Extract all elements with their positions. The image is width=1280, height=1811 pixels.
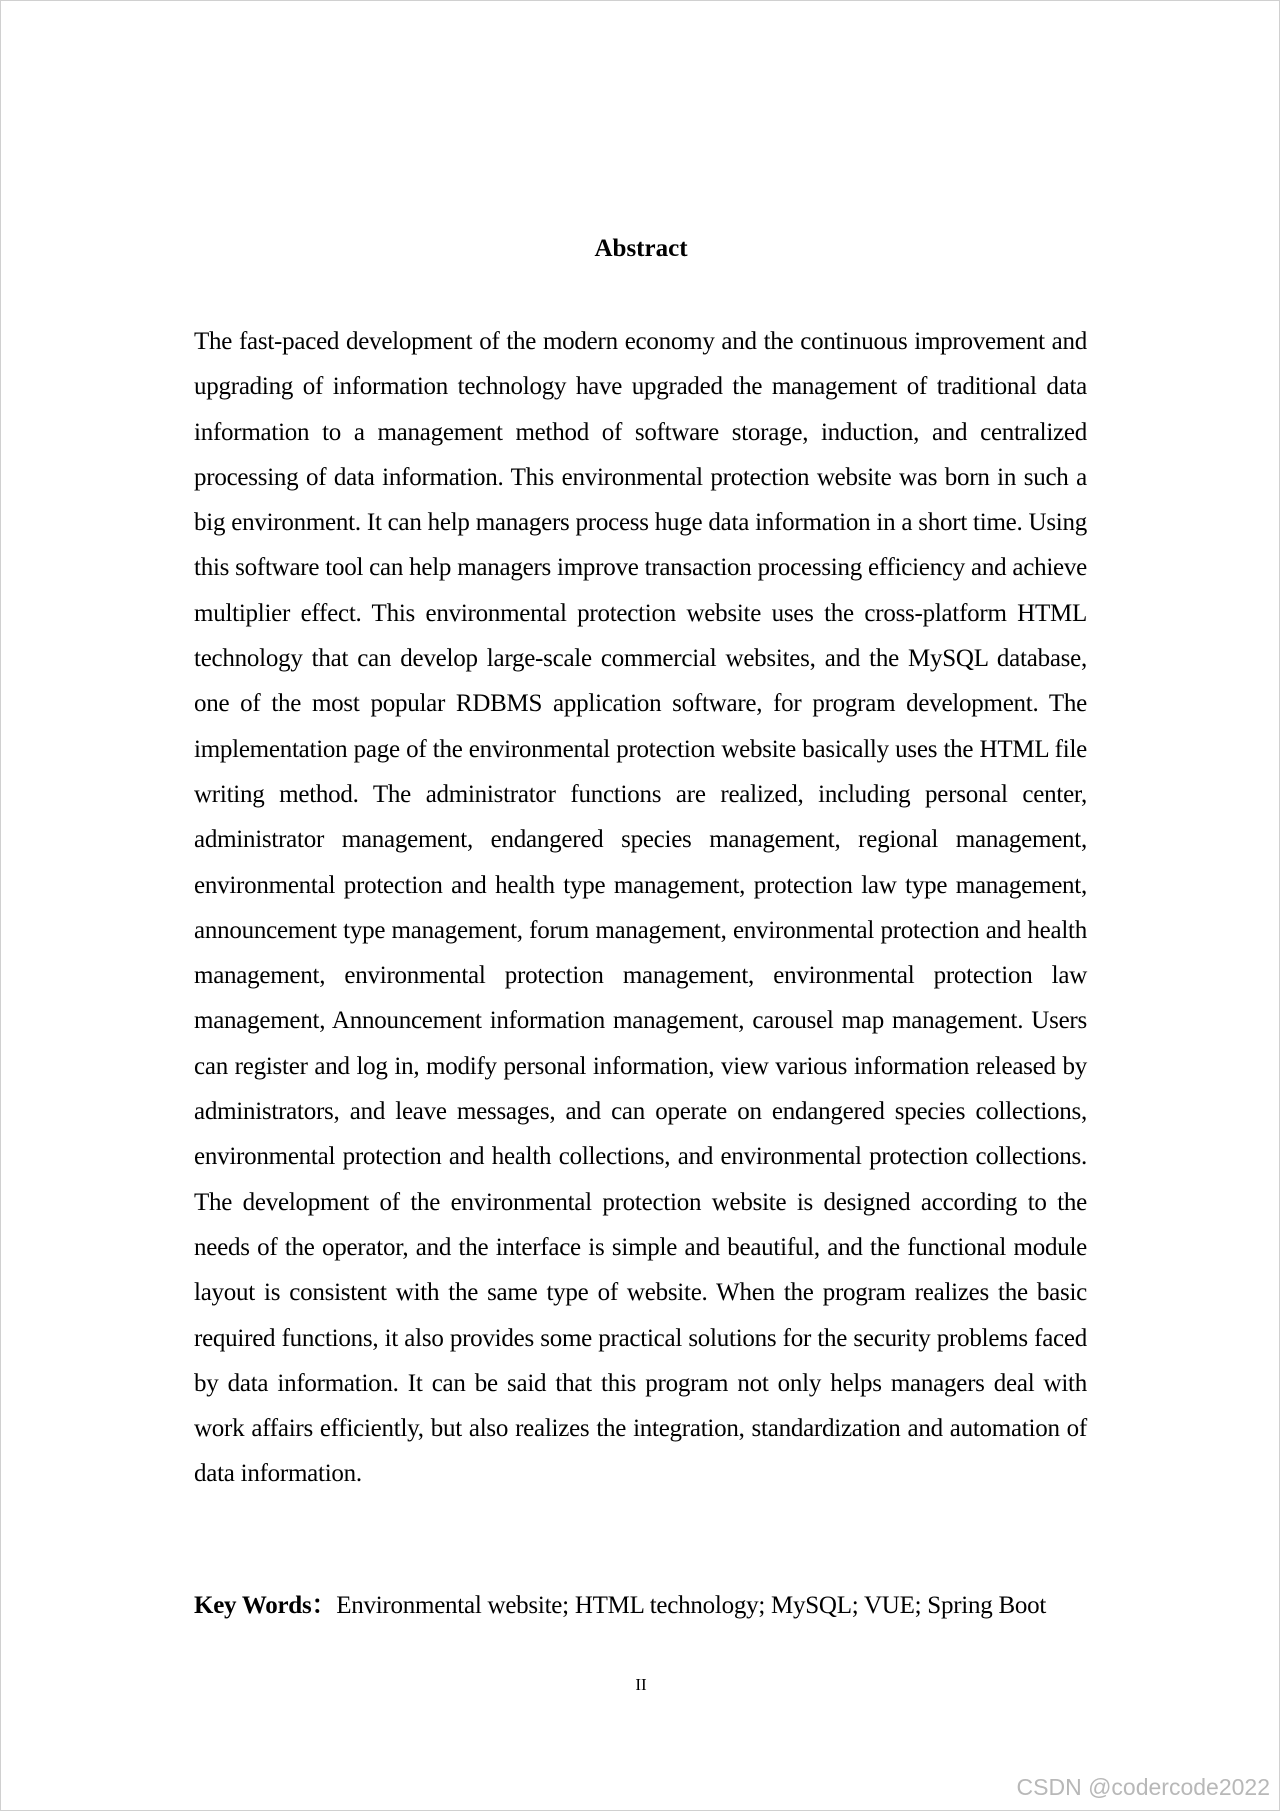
watermark-text: CSDN @codercode2022	[1016, 1774, 1270, 1800]
abstract-body: The fast-paced development of the modern economy and the continuous improvement and upgrading of information technology have upgraded the management of traditional data information to a management method of software storage, induction, and centralized processing of data information. This environmental protection website was born in such a big environment. It can help managers process huge data information in a short time. Using this software tool can help managers improve transaction processing efficiency and achieve multiplier effect. This environmental protection website uses the cross-platform HTML technology that can develop large-scale commercial websites, and the MySQL database, one of the most popular RDBMS application software, for program development. The implementation page of the environmental protection website basically uses the HTML file writing method. The administrator functions are realized, including personal center, administrator management, endangered species management, regional management, environmental protection and health type management, protection law type management, announcement type management, forum management, environmental protection and health management, environmental protection management, environmental protection law management, Announcement information management, carousel map management. Users can register and log in, modify personal information, view various information released by administrators, and leave messages, and can operate on endangered species collections, environmental protection and health collections, and environmental protection collections. The development of the environmental protection website is designed according to the needs of the operator, and the interface is simple and beautiful, and the functional module layout is consistent with the same type of website. When the program realizes the basic required functions, it also provides some practical solutions for the security problems faced by data information. It can be said that this program not only helps managers deal with work affairs efficiently, but also realizes the integration, standardization and automation of data information.	[194, 328, 1087, 1488]
keywords-list: Environmental website; HTML technology; MySQL; VUE; Spring Boot	[336, 1592, 1047, 1619]
keywords-line	[194, 1583, 1087, 1628]
page-number: II	[635, 1675, 647, 1694]
keywords-label: Key Words：	[194, 1592, 337, 1619]
abstract-title: Abstract	[594, 235, 688, 262]
